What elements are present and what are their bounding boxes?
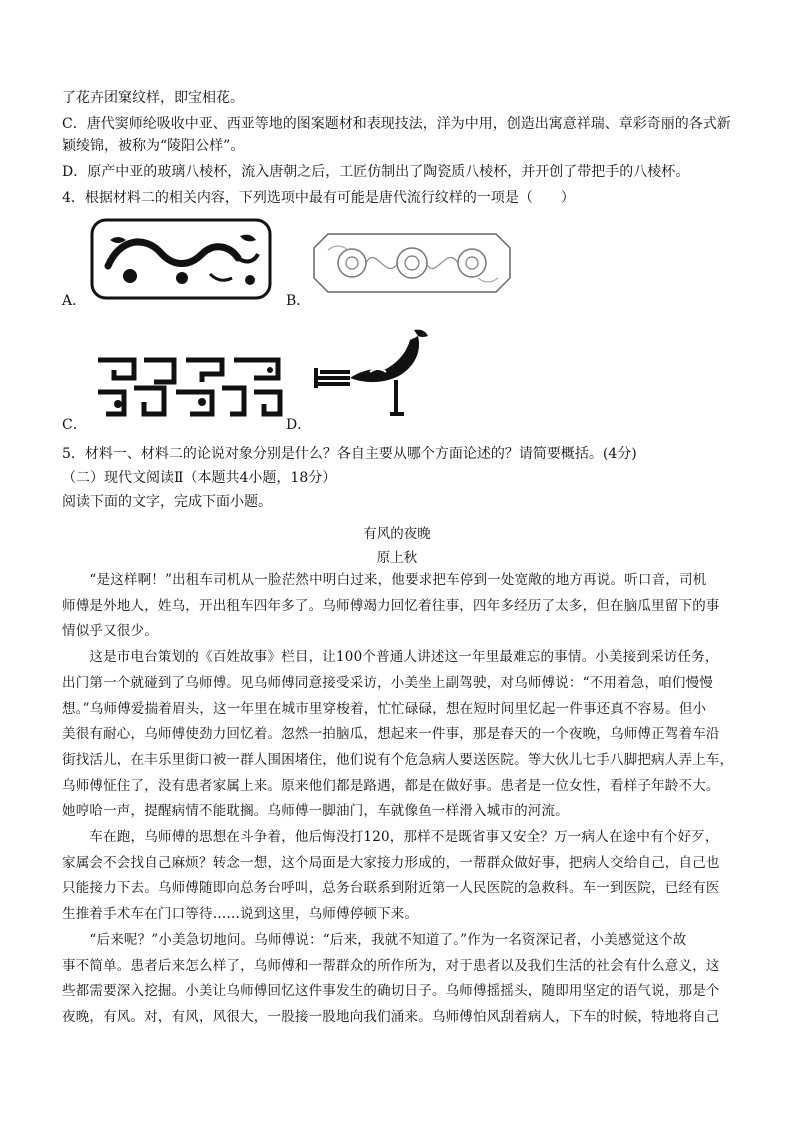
option-d-text: D．原产中亚的玻璃八棱杯，流入唐朝之后，工匠仿制出了陶瓷质八棱杯，并开创了带把手的八棱杯。 (62, 164, 690, 180)
story-line: 些都需要深入挖掘。小美让乌师傅回忆这件事发生的确切日子。乌师傅摇摇头，随即用坚定的语气说，那是个 (62, 983, 720, 1000)
story-line: 这是市电台策划的《百姓故事》栏目，让100个普通人讲述这一年里最难忘的事情。小美接到采访任务， (62, 649, 719, 666)
option-b-label: B． (286, 293, 311, 309)
story-line: “后来呢？”小美急切地问。乌师傅说：“后来，我就不知道了。”作为一名资深记者，小美感觉这个故 (62, 931, 687, 948)
option-a-label: A． (62, 293, 87, 309)
story-line: “是这样啊！”出租车司机从一脸茫然中明白过来，他要求把车停到一处宽敞的地方再说。听口音，司机 (62, 572, 707, 588)
story-line: 生推着手术车在门口等待……说到这里，乌师傅停顿下来。 (62, 906, 419, 923)
question-5: 5．材料一、材料二的论说对象分别是什么？各自主要从哪个方面论述的？请简要概括。(4分) (62, 446, 637, 462)
story-line: 只能接力下去。乌师傅随即向总务台呼叫，总务台联系到附近第一人民医院的急救科。车一到医院，已经有医 (62, 880, 720, 897)
story-line: 情似乎又很少。 (62, 623, 158, 640)
story-line: 事不简单。患者后来怎么样了，乌师傅和一帮群众的所作所为，对于患者以及我们生活的社会有什么意义，这 (62, 957, 720, 974)
story-line: 想。”乌师傅爱揣着眉头，这一年里在城市里穿梭着，忙忙碌碌，想在短时间里忆起一件事还真不容易。但小 (62, 700, 707, 717)
story-line: 美很有耐心，乌师傅使劲力回忆着。忽然一拍脑瓜，想起来一件事，那是春天的一个夜晚，乌师傅正驾着车沿 (62, 726, 720, 743)
section-heading: （二）现代文阅读Ⅱ（本题共4小题，18分） (62, 470, 337, 486)
option-d-label: D． (286, 417, 312, 433)
question-4: 4．根据材料二的相关内容，下列选项中最有可能是唐代流行纹样的一项是（ ） (62, 190, 575, 206)
story-line: 街找活儿，在丰乐里街口被一群人围困堵住，他们说有个危急病人要送医院。等大伙儿七手八脚把病人弄上车， (62, 751, 734, 768)
story-line: 她哼哈一声，提醒病情不能耽搁。乌师傅一脚油门，车就像鱼一样滑入城市的河流。 (62, 803, 569, 820)
story-line: 出门第一个就碰到了乌师傅。见乌师傅同意接受采访，小美坐上副驾驶，对乌师傅说：“不用着急，咱们慢慢 (62, 674, 714, 691)
story-author: 原上秋 (376, 550, 418, 566)
instruction-text: 阅读下面的文字，完成下面小题。 (62, 494, 272, 510)
pattern-c-geometric (94, 352, 284, 422)
story-title: 有风的夜晚 (363, 526, 431, 542)
story-line: 夜晚，有风。对，有风，风很大，一股接一股地向我们涌来。乌师傅怕风刮着病人，下车的时候，特地将自己 (62, 1008, 720, 1025)
option-c-text: C．唐代窦师纶吸收中亚、西亚等地的图案题材和表现技法，洋为中用，创造出寓意祥瑞、章彩奇丽的各式新 (62, 116, 731, 132)
story-line: 车在跑，乌师傅的思想在斗争着，他后悔没打120，那样不是既省事又安全？万一病人在途中有个好歹， (62, 829, 719, 845)
option-c-label: C． (62, 417, 87, 433)
story-line: 乌师傅怔住了，没有患者家属上来。原来他们都是路遇，都是在做好事。患者是一位女性，看样子年龄不大。 (62, 777, 720, 794)
option-c-text-cont: 颖绫锦，被称为“陵阳公样”。 (62, 138, 245, 154)
pattern-a-dragon (90, 218, 272, 300)
pattern-b-floral (310, 230, 514, 296)
story-line: 家属会不会找自己麻烦？转念一想，这个局面是大家接力形成的，一帮群众做好事，把病人交给自己，自己也 (62, 854, 720, 871)
pattern-d-bird (310, 322, 440, 422)
story-line: 师傅是外地人，姓乌，开出租车四年多了。乌师傅竭力回忆着往事，四年多经历了太多，但在脑瓜里留下的事 (62, 597, 720, 614)
option-text-b-continued: 了花卉团窠纹样，即宝相花。 (62, 90, 244, 106)
